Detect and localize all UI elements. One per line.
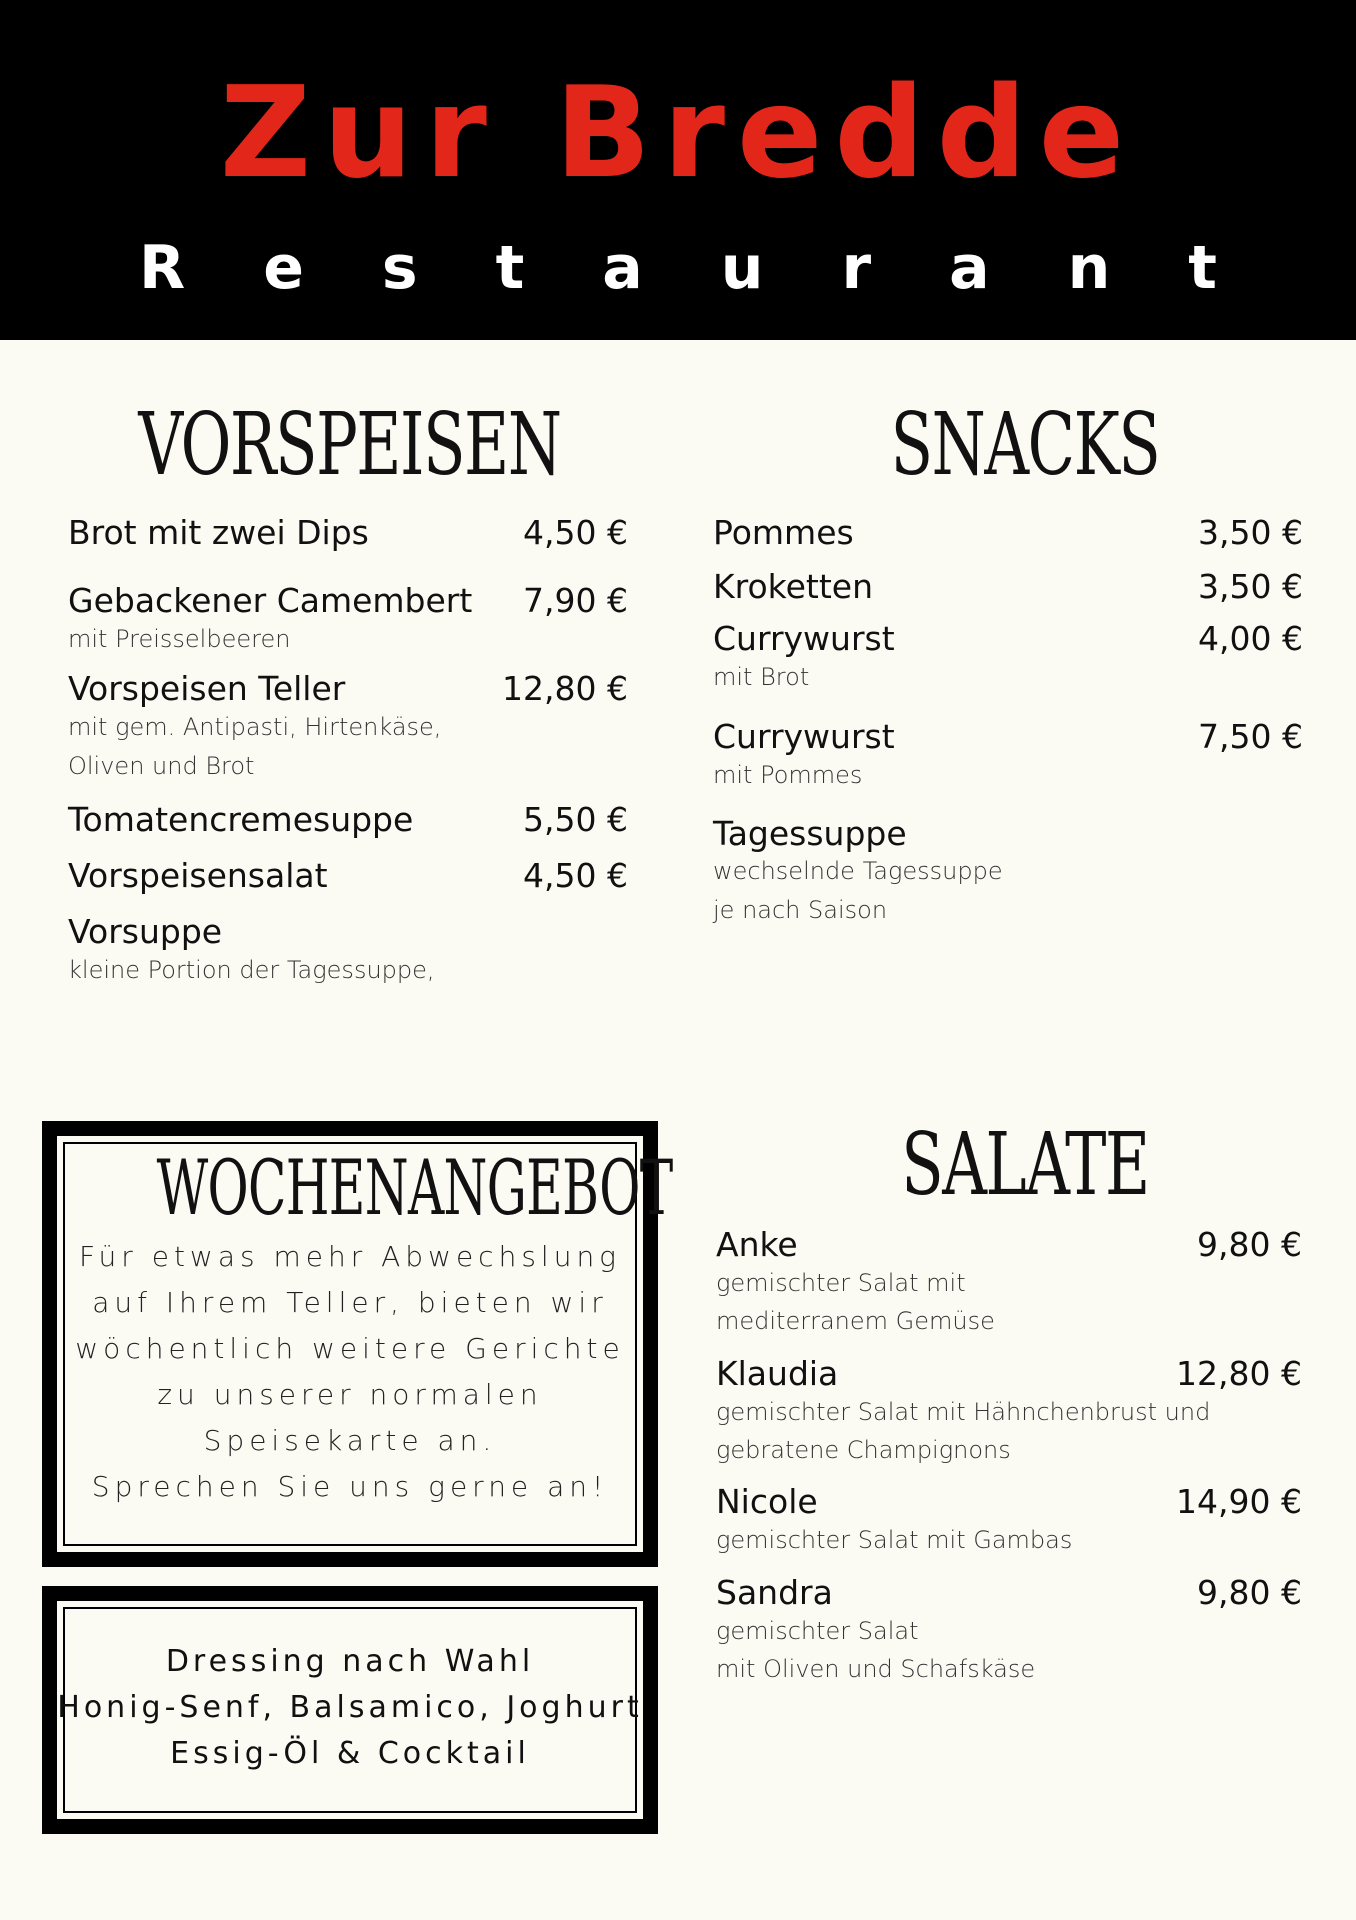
text-line: Für etwas mehr Abwechslung <box>78 1240 621 1273</box>
menu-item-description: Oliven und Brot <box>68 751 255 780</box>
menu-item-price: 4,00 € <box>1198 618 1303 658</box>
salate-list <box>716 1226 1302 1698</box>
section-title-vorspeisen: VORSPEISEN <box>138 395 561 495</box>
text-line: Honig-Senf, Balsamico, Joghurt <box>57 1690 643 1725</box>
vorspeisen-list <box>68 514 628 999</box>
menu-item-price: 12,80 € <box>1176 1353 1302 1393</box>
menu-item-name: Tomatencremesuppe <box>68 799 414 839</box>
menu-item-name: Kroketten <box>713 566 874 606</box>
text-line: Sprechen Sie uns gerne an! <box>91 1470 609 1503</box>
menu-item-price: 7,90 € <box>523 580 628 620</box>
menu-item-price: 3,50 € <box>1198 566 1303 606</box>
menu-item <box>68 514 628 552</box>
menu-item-description: gemischter Salat mit Hähnchenbrust und <box>716 1397 1211 1426</box>
menu-item-name: Pommes <box>713 513 854 552</box>
snacks-list <box>713 514 1303 939</box>
menu-item <box>68 913 628 989</box>
text-line: Speisekarte an. <box>203 1424 497 1457</box>
menu-item-name: Currywurst <box>713 717 895 757</box>
wochenangebot-text <box>57 1234 643 1510</box>
menu-item-description: mit gem. Antipasti, Hirtenkäse, <box>68 713 442 742</box>
menu-item <box>68 582 628 658</box>
menu-item-price: 4,50 € <box>523 513 628 552</box>
menu-item <box>716 1355 1302 1470</box>
menu-item-name: Gebackener Camembert <box>68 580 473 620</box>
menu-item-description: mit Preisselbeeren <box>68 624 291 653</box>
menu-item-name: Klaudia <box>716 1353 839 1393</box>
menu-item <box>716 1226 1302 1341</box>
wochenangebot-box <box>42 1121 673 1567</box>
restaurant-subtitle: Restaurant <box>139 233 1295 303</box>
menu-item-description: gemischter Salat mit Gambas <box>716 1526 1073 1555</box>
menu-item-name: Brot mit zwei Dips <box>68 513 369 552</box>
menu-item-description: gemischter Salat <box>716 1616 919 1645</box>
menu-item-price: 9,80 € <box>1197 1572 1302 1612</box>
menu-item-name: Nicole <box>716 1482 818 1522</box>
menu-item <box>68 857 628 895</box>
menu-item <box>68 801 628 839</box>
menu-item-description: gemischter Salat mit <box>716 1268 966 1297</box>
section-title-snacks: SNACKS <box>890 395 1160 495</box>
menu-item-price: 4,50 € <box>523 855 628 895</box>
menu-item-name: Currywurst <box>713 618 895 658</box>
text-line: Dressing nach Wahl <box>165 1644 535 1679</box>
menu-item-description: mit Brot <box>713 662 810 691</box>
menu-item-description: wechselnde Tagessuppe <box>713 857 1003 886</box>
menu-item-name: Anke <box>716 1225 798 1264</box>
menu-item-description: kleine Portion der Tagessuppe, <box>68 955 435 984</box>
menu-item-description: je nach Saison <box>713 895 888 924</box>
menu-item-price: 7,50 € <box>1198 717 1303 757</box>
text-line: Essig-Öl & Cocktail <box>170 1736 530 1771</box>
menu-item-name: Vorsuppe <box>68 911 223 951</box>
menu-item-price: 5,50 € <box>523 799 628 839</box>
menu-item <box>716 1483 1302 1559</box>
menu-item-description: mit Oliven und Schafskäse <box>716 1655 1036 1684</box>
text-line: auf Ihrem Teller, bieten wir <box>92 1286 608 1319</box>
menu-item <box>713 620 1303 696</box>
menu-item <box>68 670 628 785</box>
section-title-salate: SALATE <box>901 1115 1149 1215</box>
menu-item <box>713 568 1303 606</box>
dressing-text <box>57 1639 643 1777</box>
menu-item-name: Sandra <box>716 1572 833 1612</box>
menu-item-name: Vorspeisen Teller <box>68 669 346 709</box>
dressing-box <box>42 1586 658 1834</box>
menu-item-name: Tagessuppe <box>713 813 907 853</box>
menu-item <box>713 815 1303 930</box>
menu-item-price: 12,80 € <box>502 669 628 709</box>
menu-item-description: mediterranem Gemüse <box>716 1307 995 1336</box>
menu-item-price: 14,90 € <box>1176 1482 1302 1522</box>
menu-item <box>713 718 1303 794</box>
menu-item-description: gebratene Champignons <box>716 1436 1011 1465</box>
wochenangebot-title: WOCHENANGEBOT <box>156 1143 673 1232</box>
menu-item <box>713 514 1303 552</box>
menu-item <box>716 1574 1302 1689</box>
text-line: wöchentlich weitere Gerichte <box>75 1332 625 1365</box>
menu-item-price: 9,80 € <box>1197 1225 1302 1264</box>
restaurant-name: Zur Bredde <box>219 59 1137 206</box>
menu-item-price: 3,50 € <box>1198 513 1303 552</box>
header-banner <box>0 0 1356 340</box>
text-line: zu unserer normalen <box>157 1378 543 1411</box>
menu-item-description: mit Pommes <box>713 761 863 790</box>
menu-item-name: Vorspeisensalat <box>68 855 328 895</box>
